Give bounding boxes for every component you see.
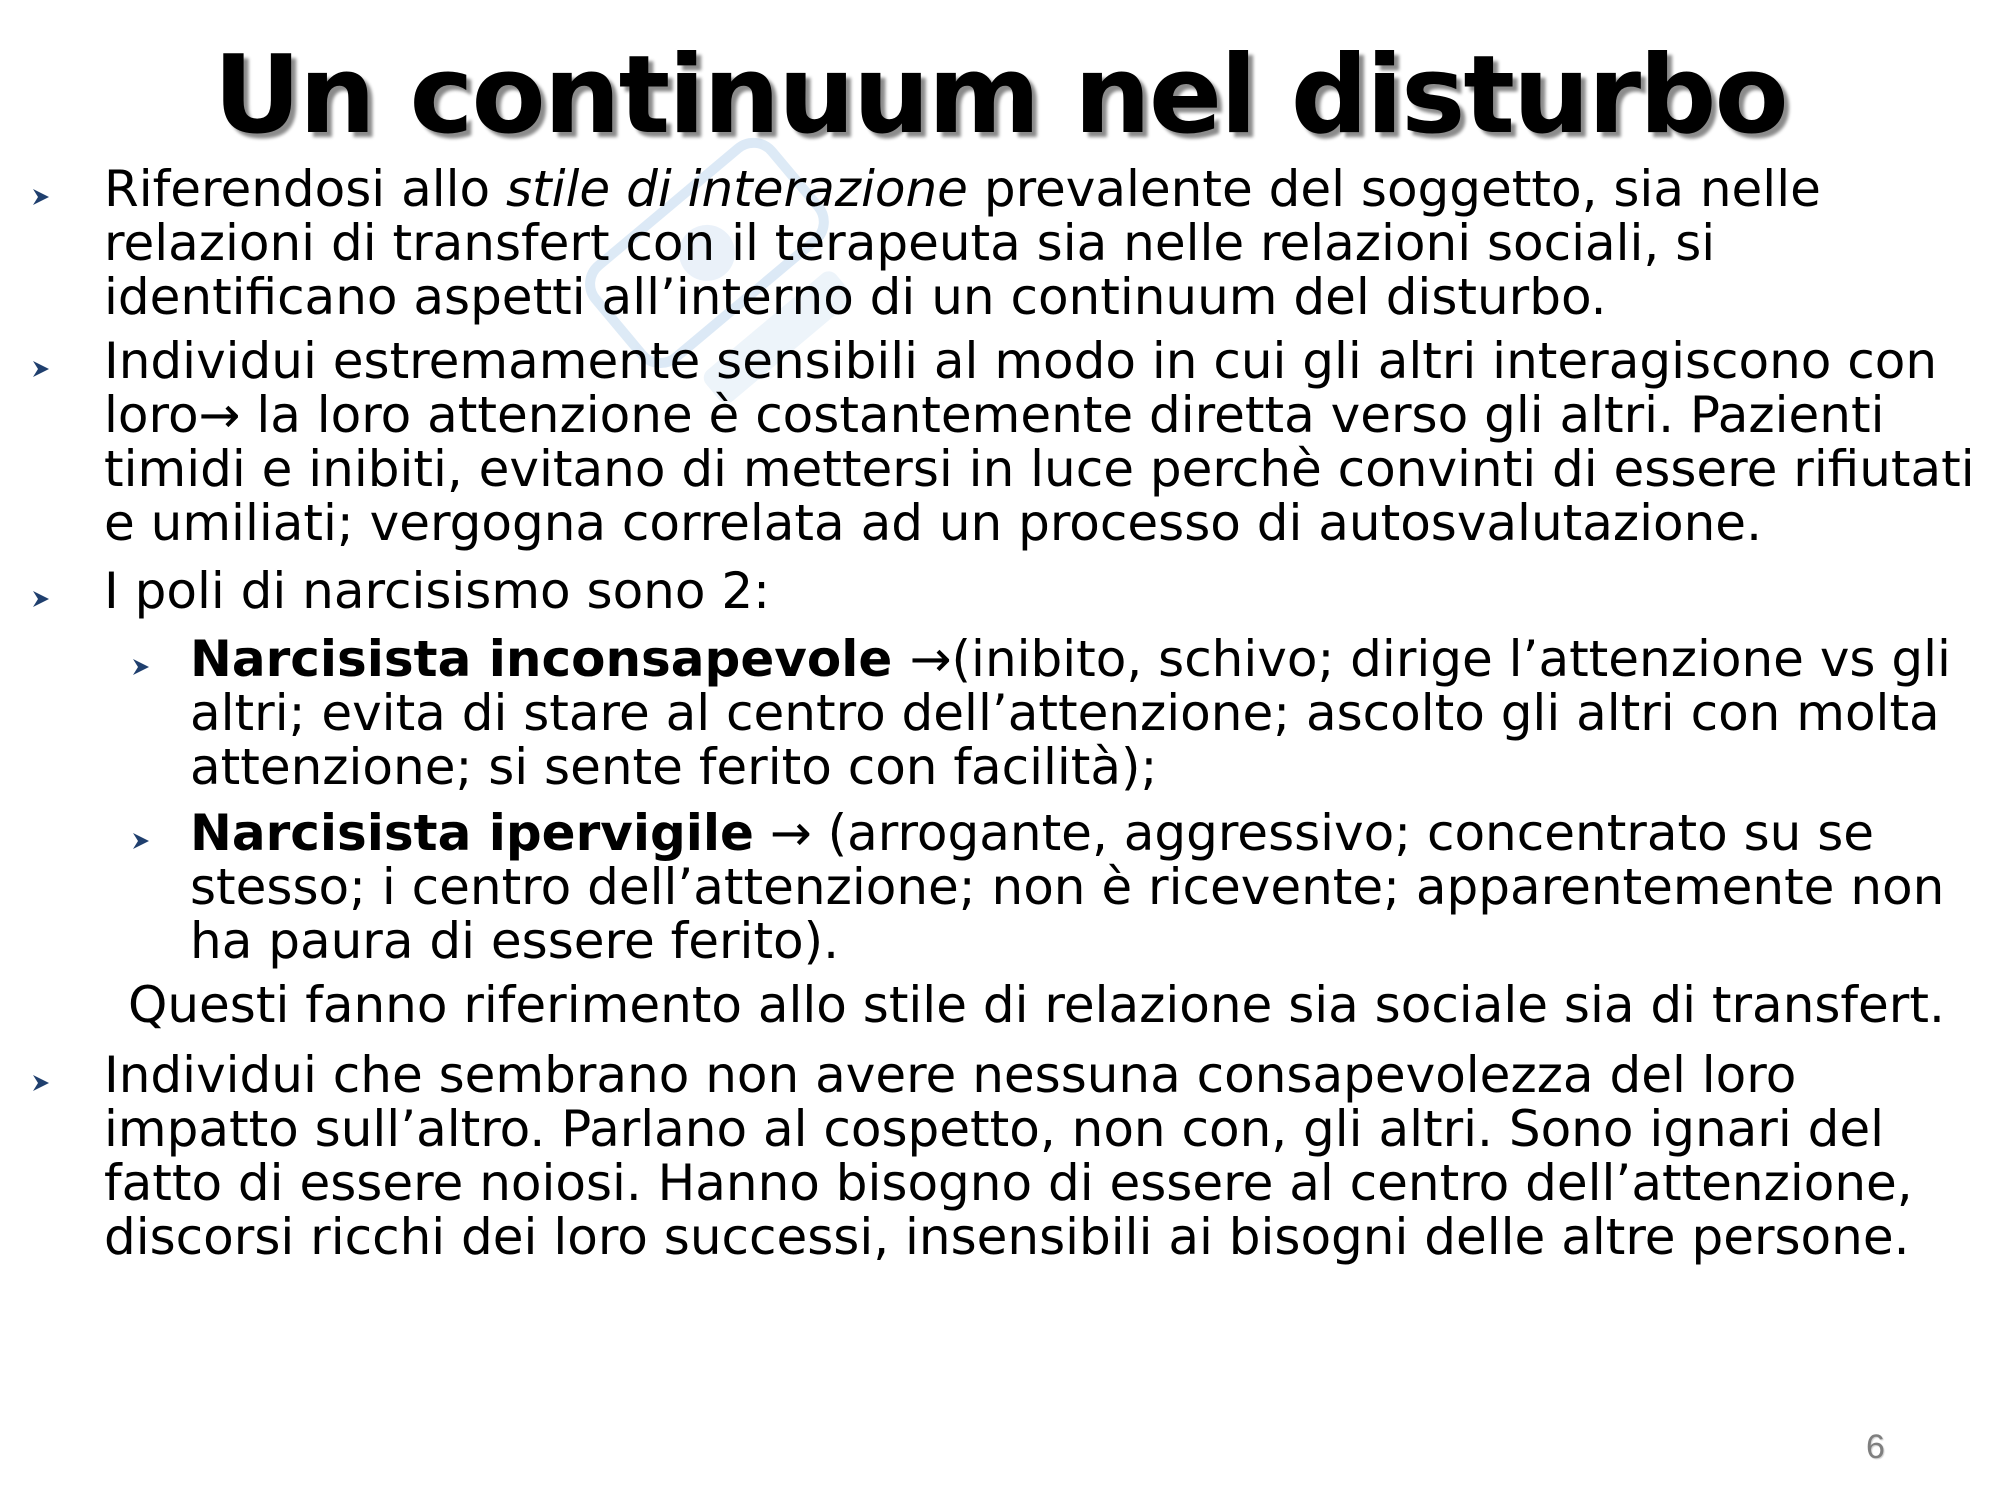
sub-item-term: Narcisista ipervigile bbox=[190, 804, 754, 862]
bullet-item-interaction-style bbox=[104, 162, 1994, 324]
bullet-item-unaware-individuals: Individui che sembrano non avere nessuna consapevolezza del loro impatto sull’altro. Parlano al cospetto, non con, gli altri. Sono ignari del fatto di essere noiosi. Hanno bisogno di essere al centro dell’attenzione, discorsi ricchi dei loro successi, insensibili ai bisogni delle altre persone. bbox=[104, 1046, 1913, 1266]
arrowhead-bullet-icon bbox=[30, 1072, 52, 1094]
item-text-start: Riferendosi allo bbox=[104, 160, 506, 218]
sub-item-term: Narcisista inconsapevole bbox=[190, 630, 910, 688]
arrowhead-bullet-icon bbox=[30, 588, 52, 610]
arrowhead-bullet-icon bbox=[30, 358, 52, 380]
page-number: 6 bbox=[1866, 1428, 1885, 1466]
sub-item-description: → (arrogante, aggressivo; concentrato su se stesso; i centro dell’attenzione; non è ricevente; apparentemente non ha paura di essere ferito). bbox=[190, 804, 1945, 970]
slide-title: Un continuum nel disturbo bbox=[213, 33, 1787, 158]
arrowhead-bullet-icon bbox=[130, 656, 152, 678]
item-emphasis: stile di interazione bbox=[505, 160, 968, 218]
bullet-item-sensitive-individuals: Individui estremamente sensibili al modo in cui gli altri interagiscono con loro→ la loro attenzione è costantemente diretta verso gli altri. Pazienti timidi e inibiti, evitano di mettersi in luce perchè convinti di essere rifiutati e umiliati; vergogna correlata ad un processo di autosvalutazione. bbox=[104, 332, 1975, 552]
sub-item-hypervigilant-narcissist bbox=[190, 806, 1995, 968]
sub-item-description: →(inibito, schivo; dirige l’attenzione vs gli altri; evita di stare al centro dell’attenzione; ascolto gli altri con molta attenzione; si sente ferito con facilità); bbox=[190, 630, 1951, 796]
sub-item-unaware-narcissist bbox=[190, 632, 1995, 794]
arrowhead-bullet-icon bbox=[30, 186, 52, 208]
item-text-end: prevalente del soggetto, sia nelle relazioni di transfert con il terapeuta sia nelle relazioni sociali, si identificano aspetti all’interno di un continuum del disturbo. bbox=[104, 160, 1821, 326]
bullet-item-narcissism-poles: I poli di narcisismo sono 2: bbox=[104, 562, 770, 620]
relation-style-note: Questi fanno riferimento allo stile di relazione sia sociale sia di transfert. bbox=[128, 976, 1945, 1034]
arrowhead-bullet-icon bbox=[130, 830, 152, 852]
